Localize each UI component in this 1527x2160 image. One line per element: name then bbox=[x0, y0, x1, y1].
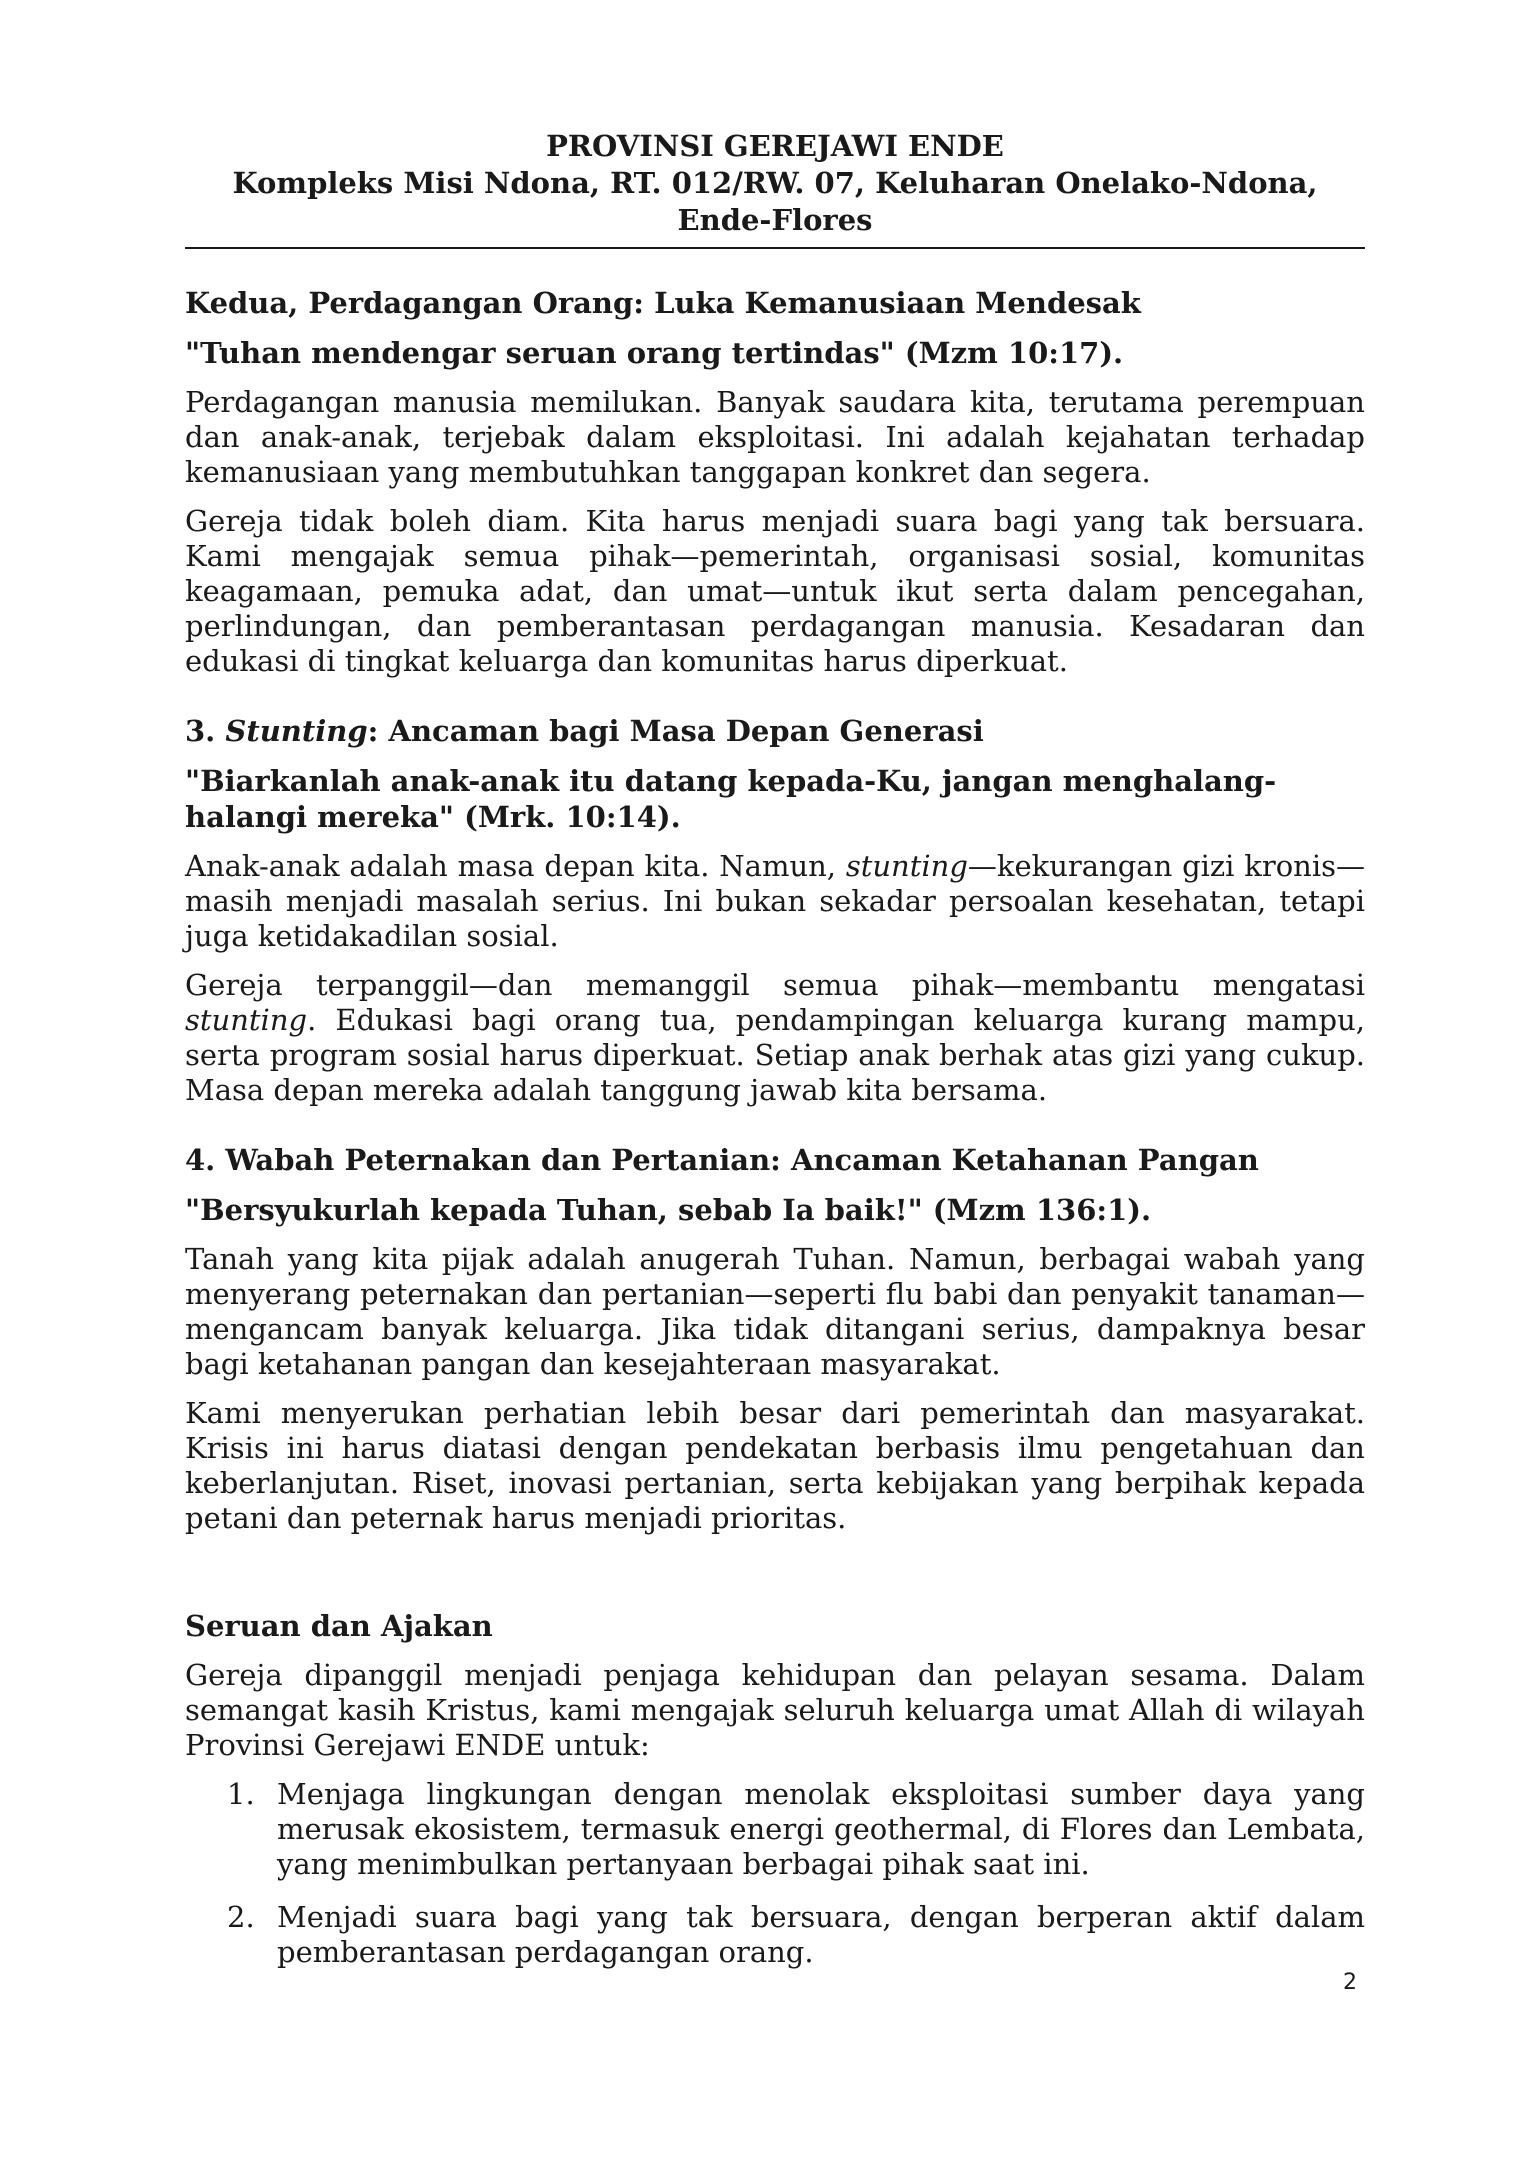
section-3-quote: "Biarkanlah anak-anak itu datang kepada-Ku, jangan menghalang-halangi mereka" (Mrk. 10:14). bbox=[185, 764, 1277, 834]
section-4-paragraph-1: Tanah yang kita pijak adalah anugerah Tuhan. Namun, berbagai wabah yang menyerang peternakan dan pertanian—seperti flu babi dan penyakit tanaman—mengancam banyak keluarga. Jika tidak ditangani serius, dampaknya besar bagi ketahanan pangan dan kesejahteraan masyarakat. bbox=[185, 1242, 1365, 1381]
text-run: —kekurangan gizi kronis—masih menjadi masalah serius. Ini bukan sekadar persoalan kesehatan, tetapi juga ketidakadilan sosial. bbox=[185, 849, 1366, 953]
section-3-heading-rest: : Ancaman bagi Masa Depan Generasi bbox=[367, 714, 984, 748]
appeal-intro: Gereja dipanggil menjadi penjaga kehidupan dan pelayan sesama. Dalam semangat kasih Kristus, kami mengajak seluruh keluarga umat Allah di wilayah Provinsi Gerejawi ENDE untuk: bbox=[185, 1658, 1365, 1762]
section-4-heading: 4. Wabah Peternakan dan Pertanian: Ancaman Ketahanan Pangan bbox=[185, 1143, 1259, 1177]
letterhead bbox=[185, 128, 1365, 239]
letterhead-city: Ende-Flores bbox=[677, 203, 873, 237]
text-run: Anak-anak adalah masa depan kita. Namun, bbox=[185, 849, 846, 883]
section-3-paragraph-1 bbox=[185, 849, 1365, 954]
section-3-heading bbox=[185, 713, 1365, 749]
list-item-number: 1. bbox=[227, 1777, 255, 1811]
appeal-list bbox=[185, 1777, 1365, 1970]
italic-term: stunting bbox=[845, 849, 968, 883]
list-item bbox=[185, 1777, 1365, 1882]
letterhead-divider bbox=[185, 247, 1365, 249]
list-item bbox=[185, 1900, 1365, 1970]
section-2-heading: Kedua, Perdagangan Orang: Luka Kemanusiaan Mendesak bbox=[185, 286, 1141, 320]
letterhead-address: Kompleks Misi Ndona, RT. 012/RW. 07, Keluharan Onelako-Ndona, bbox=[232, 166, 1318, 200]
section-4-quote: "Bersyukurlah kepada Tuhan, sebab Ia baik!" (Mzm 136:1). bbox=[185, 1193, 1152, 1227]
section-3-number: 3. bbox=[185, 714, 226, 748]
section-2-paragraph-1: Perdagangan manusia memilukan. Banyak saudara kita, terutama perempuan dan anak-anak, terjebak dalam eksploitasi. Ini adalah kejahatan terhadap kemanusiaan yang membutuhkan tanggapan konkret dan segera. bbox=[185, 385, 1365, 489]
list-item-text: Menjaga lingkungan dengan menolak eksploitasi sumber daya yang merusak ekosistem, termasuk energi geothermal, di Flores dan Lembata, yang menimbulkan pertanyaan berbagai pihak saat ini. bbox=[277, 1777, 1365, 1881]
section-3-paragraph-2 bbox=[185, 968, 1365, 1108]
list-item-number: 2. bbox=[227, 1900, 255, 1934]
appeal-heading: Seruan dan Ajakan bbox=[185, 1609, 493, 1643]
section-2-paragraph-2: Gereja tidak boleh diam. Kita harus menjadi suara bagi yang tak bersuara. Kami mengajak semua pihak—pemerintah, organisasi sosial, komunitas keagamaan, pemuka adat, dan umat—untuk ikut serta dalam pencegahan, perlindungan, dan pemberantasan perdagangan manusia. Kesadaran dan edukasi di tingkat keluarga dan komunitas harus diperkuat. bbox=[185, 504, 1365, 678]
list-item-text: Menjadi suara bagi yang tak bersuara, dengan berperan aktif dalam pemberantasan perdagangan orang. bbox=[277, 1900, 1365, 1969]
section-4-paragraph-2: Kami menyerukan perhatian lebih besar dari pemerintah dan masyarakat. Krisis ini harus diatasi dengan pendekatan berbasis ilmu pengetahuan dan keberlanjutan. Riset, inovasi pertanian, serta kebijakan yang berpihak kepada petani dan peternak harus menjadi prioritas. bbox=[185, 1396, 1365, 1535]
section-2-quote: "Tuhan mendengar seruan orang tertindas" (Mzm 10:17). bbox=[185, 336, 1124, 370]
page-number: 2 bbox=[1343, 1970, 1357, 1995]
text-run: Gereja terpanggil—dan memanggil semua pihak—membantu mengatasi bbox=[185, 968, 1365, 1002]
italic-term: stunting bbox=[185, 1003, 308, 1037]
section-3-heading-italic: Stunting bbox=[225, 714, 368, 748]
text-run: . Edukasi bagi orang tua, pendampingan keluarga kurang mampu, serta program sosial harus diperkuat. Setiap anak berhak atas gizi yang cukup. Masa depan mereka adalah tanggung jawab kita bersama. bbox=[185, 1003, 1365, 1107]
document-page bbox=[185, 128, 1365, 1988]
letterhead-title: PROVINSI GEREJAWI ENDE bbox=[546, 129, 1004, 163]
